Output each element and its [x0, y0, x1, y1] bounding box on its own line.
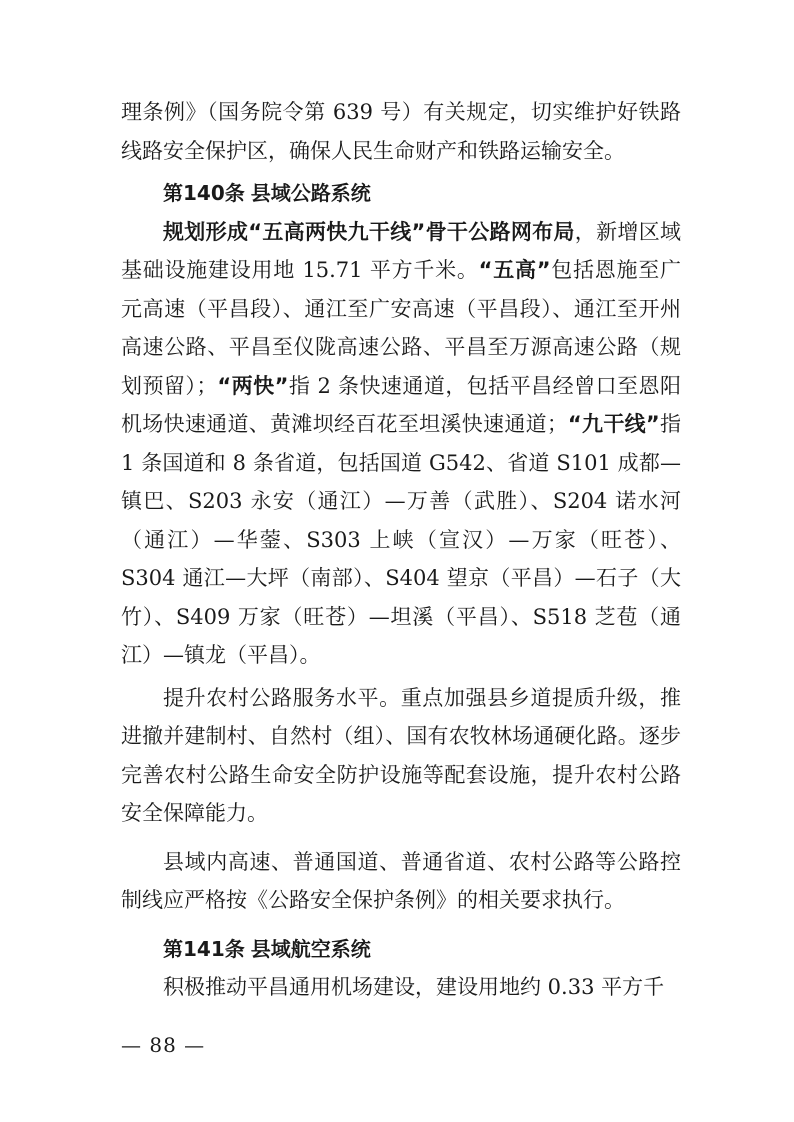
- section-141-paragraph-1: 积极推动平昌通用机场建设，建设用地约 0.33 平方千: [163, 975, 665, 999]
- section-140-paragraph-3: 县域内高速、普通国道、普通省道、农村公路等公路控制线应严格按《公路安全保护条例》的相关要求执行。: [121, 849, 681, 912]
- section-140-paragraph-1: [121, 213, 681, 675]
- page-number: — 88 —: [121, 1033, 206, 1057]
- section-140-title: 县域公路系统: [250, 181, 371, 205]
- term-wugao: “五高”: [478, 258, 551, 282]
- document-body: [121, 93, 681, 1007]
- term-liangkuai: “两快”: [217, 373, 289, 398]
- section-140-number: 第140条: [163, 181, 245, 205]
- section-141-number: 第141条: [163, 936, 245, 961]
- network-layout-lead: 规划形成“五高两快九干线”骨干公路网布局: [163, 219, 575, 244]
- term-jiuganxian: “九干线”: [567, 412, 660, 436]
- section-141-heading: [121, 930, 681, 969]
- section-141-title: 县域航空系统: [250, 936, 371, 961]
- paragraph-text: 指 2 条快速通道，包括平昌经曾口至恩阳机场快速通道、黄滩坝经百花至坦溪快速通道；: [121, 373, 681, 436]
- paragraph-text: 指 1 条国道和 8 条省道，包括国道 G542、省道 S101 成都—镇巴、S203 永安（通江）—万善（武胜）、S204 诺水河（通江）—华蓥、S303 上峡（宣汉）—万家（旺苍）、S304 通江—大坪（南部）、S404 望京（平昌）—石子（大竹）、S409 万家（旺苍）—坦溪（平昌）、S518 芝苞（通江）—镇龙（平昌）。: [121, 412, 682, 667]
- paragraph-text: ，新增区域基础设施建设用地 15.71 平方千米。: [121, 219, 681, 282]
- intro-paragraph: 理条例》（国务院令第 639 号）有关规定，切实维护好铁路线路安全保护区，确保人民生命财产和铁路运输安全。: [121, 100, 681, 163]
- section-140-paragraph-2: 提升农村公路服务水平。重点加强县乡道提质升级，推进撤并建制村、自然村（组）、国有农牧林场通硬化路。逐步完善农村公路生命安全防护设施等配套设施，提升农村公路安全保障能力。: [121, 685, 681, 825]
- section-140-heading: [121, 174, 681, 213]
- paragraph-text: 包括恩施至广元高速（平昌段）、通江至广安高速（平昌段）、通江至开州高速公路、平昌至仪陇高速公路、平昌至万源高速公路（规划预留）；: [121, 258, 681, 398]
